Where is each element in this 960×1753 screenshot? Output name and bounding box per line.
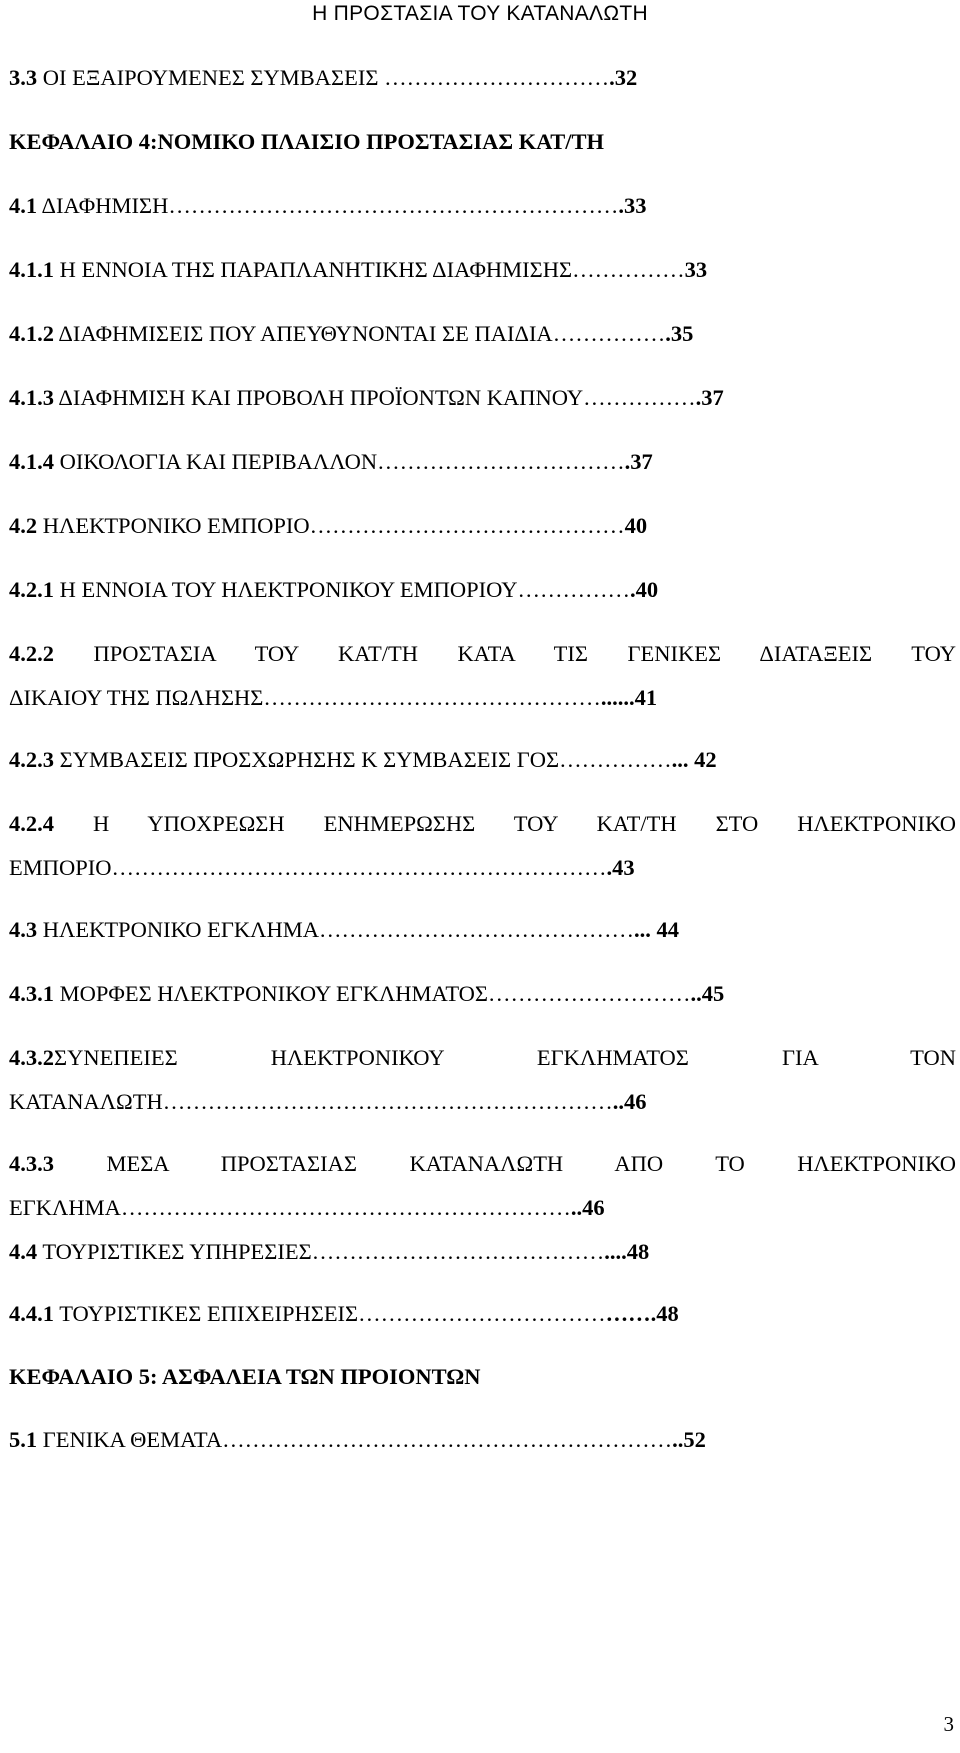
toc-entry-number: 4.3 (9, 917, 38, 942)
toc-entry-4-2-4[interactable] (9, 809, 956, 839)
toc-entry-4-2-3[interactable] (9, 745, 956, 775)
toc-entry-number: 4.1.3 (9, 385, 54, 410)
toc-entry-title: ΚΑΤΑΝΑΛΩΤΗ (9, 1089, 163, 1114)
toc-entry-title: ΣΥΝΕΠΕΙΕΣ ΗΛΕΚΤΡΟΝΙΚΟΥ ΕΓΚΛΗΜΑΤΟΣ ΓΙΑ ΤΟΝ (54, 1045, 956, 1070)
toc-entry-title: Η ΥΠΟΧΡΕΩΣΗ ΕΝΗΜΕΡΩΣΗΣ ΤΟΥ ΚΑΤ/ΤΗ ΣΤΟ ΗΛΕΚΤΡΟΝΙΚΟ (54, 811, 956, 836)
toc-entry-title: ΔΙΑΦΗΜΙΣΗ ΚΑΙ ΠΡΟΒΟΛΗ ΠΡΟΪΟΝΤΩΝ ΚΑΠΝΟΥ (54, 385, 584, 410)
toc-entry-title: ΜΕΣΑ ΠΡΟΣΤΑΣΙΑΣ ΚΑΤΑΝΑΛΩΤΗ ΑΠΟ ΤΟ ΗΛΕΚΤΡΟΝΙΚΟ (54, 1151, 956, 1176)
toc-entry-4-1[interactable] (9, 191, 956, 221)
toc-entry-page: …….48 (605, 1301, 679, 1326)
toc-entry-title: ΗΛΕΚΤΡΟΝΙΚΟ ΕΓΚΛΗΜΑ (37, 917, 319, 942)
toc-leader-dots: …………… (559, 747, 672, 772)
toc-entry-title: ΠΡΟΣΤΑΣΙΑ ΤΟΥ ΚΑΤ/ΤΗ ΚΑΤΑ ΤΙΣ ΓΕΝΙΚΕΣ ΔΙΑΤΑΞΕΙΣ ΤΟΥ (54, 641, 956, 666)
toc-leader-dots: …………… (583, 385, 696, 410)
toc-entry-4-2-1[interactable] (9, 575, 956, 605)
toc-entry-page: ..46 (570, 1195, 605, 1220)
toc-entry-4-2[interactable] (9, 511, 956, 541)
toc-entry-4-1-2[interactable] (9, 319, 956, 349)
toc-entry-4-2-2[interactable] (9, 639, 956, 669)
toc-leader-dots: …………………………………………………… (222, 1427, 673, 1452)
toc-leader-dots: ………………………………… (311, 1239, 605, 1264)
toc-entry-page: .32 (609, 65, 638, 90)
toc-entry-number: 4.1.2 (9, 321, 54, 346)
toc-leader-dots: …………………………………… (309, 513, 625, 538)
toc-leader-dots: …………………………………………………… (120, 1195, 571, 1220)
toc-leader-dots: …………… (572, 257, 685, 282)
toc-leader-dots: ……………………… (488, 981, 691, 1006)
toc-entry-title: Η ΕΝΝΟΙΑ ΤΗΣ ΠΑΡΑΠΛΑΝΗΤΙΚΗΣ ΔΙΑΦΗΜΙΣΗΣ (54, 257, 573, 282)
toc-entry-number: 5.1 (9, 1427, 38, 1452)
toc-entry-number: 4.2.3 (9, 747, 54, 772)
toc-entry-page: .40 (630, 577, 659, 602)
toc-entry-title: ΔΙΑΦΗΜΙΣΕΙΣ ΠΟΥ ΑΠΕΥΘΥΝΟΝΤΑΙ ΣΕ ΠΑΙΔΙΑ (54, 321, 553, 346)
toc-entry-number: 4.1.4 (9, 449, 54, 474)
toc-entry-4-2-4-continued[interactable] (9, 853, 956, 883)
toc-leader-dots: ………………………………………………………… (111, 855, 607, 880)
toc-entry-number: 4.1.1 (9, 257, 54, 282)
toc-entry-4-3-3-continued[interactable] (9, 1193, 956, 1223)
toc-entry-4-3-2[interactable] (9, 1043, 956, 1073)
toc-leader-dots: …………… (552, 321, 666, 346)
toc-entry-number: 4.4.1 (9, 1301, 54, 1326)
page-number: 3 (943, 1712, 954, 1736)
toc-chapter-4[interactable] (9, 127, 956, 157)
toc-entry-title: ΕΜΠΟΡΙΟ (9, 855, 112, 880)
toc-entry-4-3-1[interactable] (9, 979, 956, 1009)
toc-chapter-5[interactable] (9, 1362, 956, 1392)
toc-leader-dots: …………………………………… (318, 917, 634, 942)
toc-entry-title: ΟΙΚΟΛΟΓΙΑ ΚΑΙ ΠΕΡΙΒΑΛΛΟΝ (54, 449, 378, 474)
toc-chapter-title: ΚΕΦΑΛΑΙΟ 5: ΑΣΦΑΛΕΙΑ ΤΩΝ ΠΡΟΙΟΝΤΩΝ (9, 1364, 481, 1389)
toc-entry-number: 4.2.1 (9, 577, 54, 602)
toc-leader-dots: ………………………… (384, 65, 610, 90)
toc-entry-page: ... 42 (671, 747, 717, 772)
toc-entry-4-3-2-continued[interactable] (9, 1087, 956, 1117)
toc-entry-4-4[interactable] (9, 1237, 956, 1267)
toc-chapter-title: ΚΕΦΑΛΑΙΟ 4:ΝΟΜΙΚΟ ΠΛΑΙΣΙΟ ΠΡΟΣΤΑΣΙΑΣ ΚΑΤ/ΤΗ (9, 129, 604, 154)
toc-entry-4-3[interactable] (9, 915, 956, 945)
toc-entry-4-4-1[interactable] (9, 1299, 956, 1329)
toc-entry-title: ΜΟΡΦΕΣ ΗΛΕΚΤΡΟΝΙΚΟΥ ΕΓΚΛΗΜΑΤΟΣ (54, 981, 489, 1006)
toc-entry-title: ΔΙΑΦΗΜΙΣΗ (37, 193, 169, 218)
toc-entry-page: ..46 (612, 1089, 647, 1114)
toc-leader-dots: …………………………… (358, 1301, 606, 1326)
toc-entry-page: ....48 (604, 1239, 650, 1264)
toc-entry-page: ... 44 (633, 917, 679, 942)
toc-entry-4-1-3[interactable] (9, 383, 956, 413)
toc-entry-title: ΗΛΕΚΤΡΟΝΙΚΟ ΕΜΠΟΡΙΟ (37, 513, 310, 538)
toc-entry-title: ΤΟΥΡΙΣΤΙΚΕΣ ΥΠΗΡΕΣΙΕΣ (37, 1239, 312, 1264)
toc-entry-page: ......41 (600, 685, 658, 710)
toc-leader-dots: …………………………………………………… (168, 193, 619, 218)
toc-entry-number: 4.2.2 (9, 641, 54, 666)
toc-entry-page: .35 (665, 321, 694, 346)
toc-entry-4-1-1[interactable] (9, 255, 956, 285)
toc-entry-title: ΓΕΝΙΚΑ ΘΕΜΑΤΑ (37, 1427, 223, 1452)
toc-entry-title: ΤΟΥΡΙΣΤΙΚΕΣ ΕΠΙΧΕΙΡΗΣΕΙΣ (54, 1301, 359, 1326)
toc-entry-number: 4.1 (9, 193, 38, 218)
toc-entry-5-1[interactable] (9, 1425, 956, 1455)
toc-entry-4-2-2-continued[interactable] (9, 683, 956, 713)
toc-leader-dots: …………………………………………………… (162, 1089, 613, 1114)
toc-entry-title: ΔΙΚΑΙΟΥ ΤΗΣ ΠΩΛΗΣΗΣ (9, 685, 264, 710)
toc-entry-page: ..45 (690, 981, 725, 1006)
toc-entry-page: .37 (624, 449, 653, 474)
page-header: Η ΠΡΟΣΤΑΣΙΑ ΤΟΥ ΚΑΤΑΝΑΛΩΤΗ (312, 2, 648, 25)
toc-leader-dots: ……………………………………… (263, 685, 601, 710)
toc-entry-number: 4.3.2 (9, 1045, 54, 1070)
toc-entry-4-1-4[interactable] (9, 447, 956, 477)
toc-entry-page: .43 (606, 855, 635, 880)
toc-entry-page: ..52 (672, 1427, 706, 1452)
toc-entry-number: 4.4 (9, 1239, 38, 1264)
toc-entry-3-3[interactable] (9, 63, 956, 93)
toc-entry-page: 40 (624, 513, 648, 538)
toc-entry-title: ΟΙ ΕΞΑΙΡΟΥΜΕΝΕΣ ΣΥΜΒΑΣΕΙΣ (37, 65, 385, 90)
toc-entry-page: .33 (618, 193, 647, 218)
toc-entry-number: 4.3.1 (9, 981, 54, 1006)
toc-entry-page: 33 (684, 257, 708, 282)
toc-entry-number: 4.2 (9, 513, 38, 538)
toc-entry-title: ΣΥΜΒΑΣΕΙΣ ΠΡΟΣΧΩΡΗΣΗΣ Κ ΣΥΜΒΑΣΕΙΣ ΓΟΣ (54, 747, 560, 772)
toc-entry-title: Η ΕΝΝΟΙΑ ΤΟΥ ΗΛΕΚΤΡΟΝΙΚΟΥ ΕΜΠΟΡΙΟΥ (54, 577, 518, 602)
toc-leader-dots: …………… (517, 577, 631, 602)
toc-entry-number: 3.3 (9, 65, 38, 90)
toc-entry-page: .37 (695, 385, 724, 410)
toc-entry-4-3-3[interactable] (9, 1149, 956, 1179)
toc-entry-number: 4.2.4 (9, 811, 54, 836)
toc-leader-dots: …………………………… (377, 449, 625, 474)
toc-entry-title: ΕΓΚΛΗΜΑ (9, 1195, 121, 1220)
toc-entry-number: 4.3.3 (9, 1151, 54, 1176)
